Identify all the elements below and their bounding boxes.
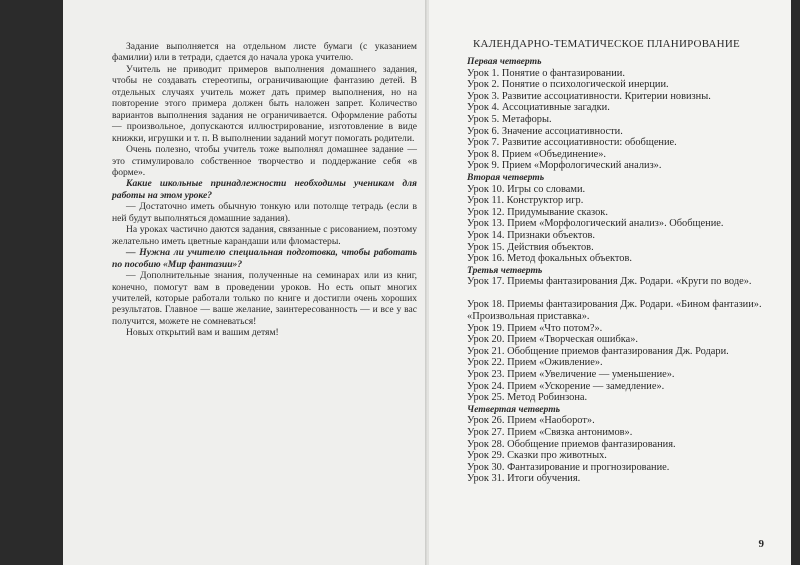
lesson-item: Урок 20. Прием «Творческая ошибка». <box>467 334 639 346</box>
lesson-item: Урок 18. Приемы фантазирования Дж. Родари. «Бином фантазии». «Произвольная приставка». <box>467 299 762 323</box>
question-paragraph: — Нужна ли учителю специальная подготовка, чтобы работать по пособию «Мир фантазии»? <box>112 247 417 270</box>
lesson-item: Урок 28. Обобщение приемов фантазирования. <box>467 438 676 450</box>
lesson-item: Урок 11. Конструктор игр. <box>467 195 584 207</box>
quarter-heading: Первая четверть <box>467 56 542 67</box>
text-paragraph: На уроках частично даются задания, связанные с рисованием, поэтому желательно иметь цветные карандаши или фломастеры. <box>112 224 417 247</box>
lesson-item: Урок 4. Ассоциативные загадки. <box>467 102 610 114</box>
lesson-item: Урок 6. Значение ассоциативности. <box>467 125 623 137</box>
lesson-item: Урок 14. Признаки объектов. <box>467 229 596 241</box>
lesson-item: Урок 19. Прием «Что потом?». <box>467 322 603 334</box>
quarter-heading: Вторая четверть <box>467 171 545 183</box>
text-paragraph: Новых открытий вам и вашим детям! <box>126 327 279 339</box>
page-title: КАЛЕНДАРНО-ТЕМАТИЧЕСКОЕ ПЛАНИРОВАНИЕ <box>473 38 740 50</box>
lesson-item: Урок 13. Прием «Морфологический анализ». Обобщение. <box>467 218 724 230</box>
right-page <box>429 0 791 565</box>
lesson-item: Урок 24. Прием «Ускорение — замедление». <box>467 380 665 392</box>
text-paragraph: Задание выполняется на отдельном листе бумаги (с указанием фамилии) или в тетради, сдается до начала урока учителю. <box>112 41 417 64</box>
lesson-plan-list <box>467 56 779 485</box>
lesson-item: Урок 2. Понятие о психологической инерции. <box>467 79 669 91</box>
lesson-item: Урок 16. Метод фокальных объектов. <box>467 253 632 265</box>
lesson-item: Урок 3. Развитие ассоциативности. Критерии новизны. <box>467 90 711 102</box>
lesson-item: Урок 9. Прием «Морфологический анализ». <box>467 160 662 172</box>
text-paragraph: — Дополнительные знания, полученные на семинарах или из книг, конечно, помогут вам в проведении уроков. Но есть опыт многих учителей, которые работали только по книге и достигли очень хороших результатов. Главное — ваше желание, заинтересованность — и все у вас получится, можете не сомневаться! <box>112 270 417 327</box>
lesson-item: Урок 23. Прием «Увеличение — уменьшение». <box>467 369 675 381</box>
lesson-item: Урок 7. Развитие ассоциативности: обобщение. <box>467 137 677 149</box>
lesson-item: Урок 15. Действия объектов. <box>467 241 594 253</box>
lesson-item: Урок 31. Итоги обучения. <box>467 473 581 485</box>
text-paragraph: Очень полезно, чтобы учитель тоже выполнял домашнее задание — это стимулировало собственное творчество и поддержание себя «в форме». <box>112 144 417 178</box>
lesson-item: Урок 12. Придумывание сказок. <box>467 206 608 218</box>
lesson-item: Урок 10. Игры со словами. <box>467 183 586 195</box>
quarter-heading: Третья четверть <box>467 264 543 276</box>
lesson-item: Урок 22. Прием «Оживление». <box>467 357 603 369</box>
lesson-item: Урок 8. Прием «Объединение». <box>467 148 607 160</box>
page-number: 9 <box>758 538 764 550</box>
lesson-item: Урок 5. Метафоры. <box>467 113 552 125</box>
lesson-item: Урок 29. Сказки про животных. <box>467 450 607 462</box>
left-page-text <box>112 41 417 339</box>
quarter-heading: Четвертая четверть <box>467 403 561 415</box>
text-paragraph: — Достаточно иметь обычную тонкую или потолще тетрадь (если в ней будут выполняться домашние задания). <box>112 201 417 224</box>
lesson-item: Урок 21. Обобщение приемов фантазирования Дж. Родари. <box>467 345 729 357</box>
lesson-item: Урок 27. Прием «Связка антонимов». <box>467 427 633 438</box>
lesson-item: Урок 26. Прием «Наоборот». <box>467 415 595 427</box>
lesson-item: Урок 17. Приемы фантазирования Дж. Родари. «Круги по воде». <box>467 276 752 288</box>
text-paragraph: Учитель не приводит примеров выполнения домашнего задания, чтобы не создавать стереотипы, ограничивающие фантазию детей. В отдельных случаях учитель может дать пример выполнения, но на повторение этого примера должен быть наложен запрет. Количество вариантов выполнения задания не ограничивается. Оформление работы — произвольное, допускаются иллюстрирование, изготовление в виде книжки, игрушки и т. п. В выполнении заданий могут помогать родители. <box>112 63 417 144</box>
left-page <box>63 0 427 565</box>
lesson-item: Урок 1. Понятие о фантазировании. <box>467 67 625 79</box>
question-paragraph: Какие школьные принадлежности необходимы ученикам для работы на этом уроке? <box>112 178 417 201</box>
lesson-item: Урок 25. Метод Робинзона. <box>467 392 588 404</box>
lesson-item: Урок 30. Фантазирование и прогнозирование. <box>467 461 670 473</box>
